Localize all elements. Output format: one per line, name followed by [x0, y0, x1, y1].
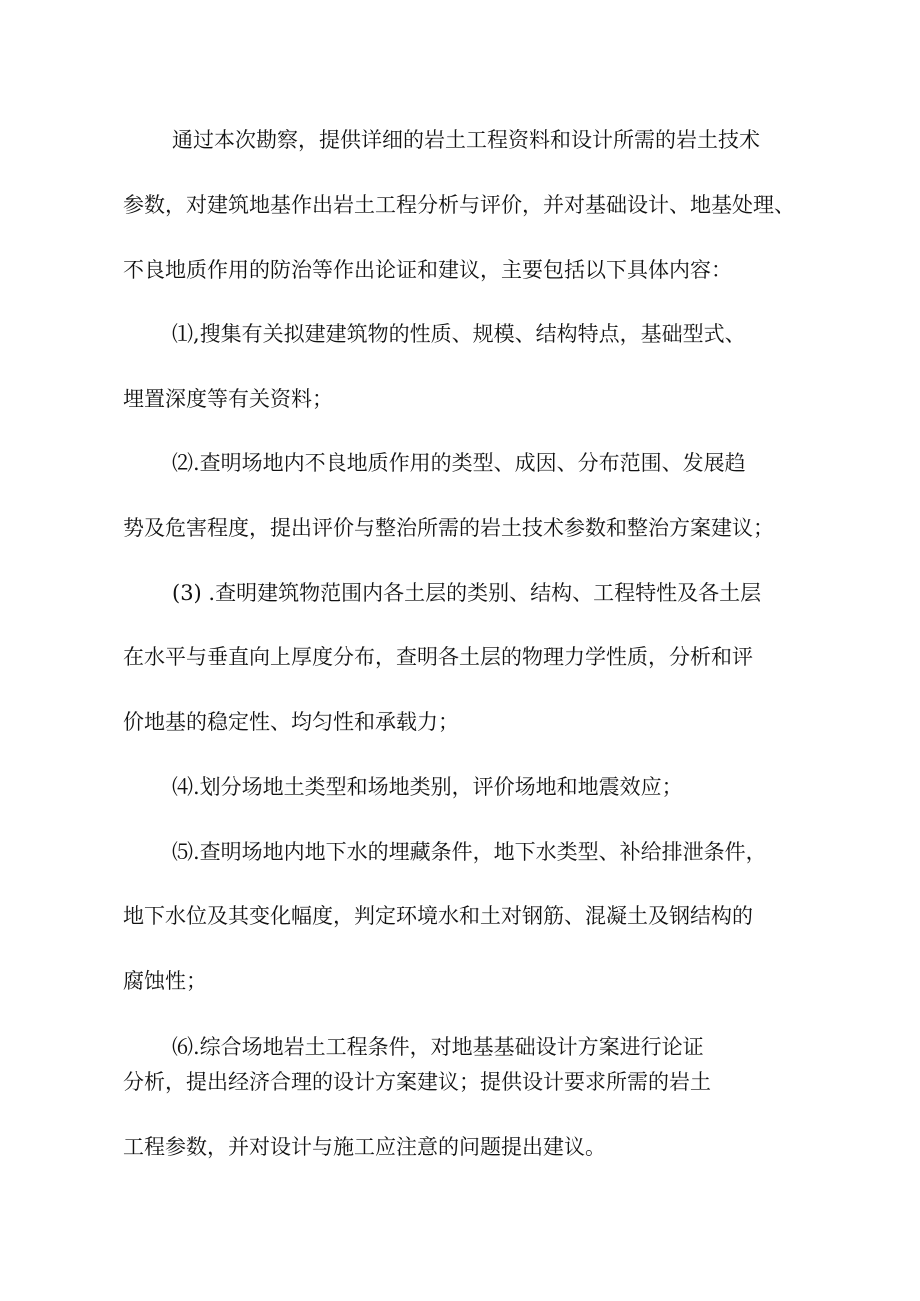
paragraph-7-line-1: ⑹.综合场地岩土工程条件，对地基基础设计方案进行论证	[172, 1035, 704, 1059]
paragraph-6-line-1: ⑸.查明场地内地下水的埋藏条件，地下水类型、补给排泄条件，	[172, 840, 767, 864]
paragraph-4-line-3: 价地基的稳定性、均匀性和承载力；	[123, 710, 459, 734]
paragraph-4-line-2: 在水平与垂直向上厚度分布，查明各土层的物理力学性质，分析和评	[123, 645, 753, 669]
paragraph-7-line-2: 分析，提出经济合理的设计方案建议；提供设计要求所需的岩土	[123, 1070, 711, 1094]
paragraph-4-line-1: (3) .查明建筑物范围内各土层的类别、结构、工程特性及各土层	[172, 581, 762, 605]
paragraph-6-line-3: 腐蚀性；	[123, 969, 207, 993]
paragraph-7-line-3: 工程参数，并对设计与施工应注意的问题提出建议。	[123, 1135, 606, 1159]
paragraph-1-line-3: 不良地质作用的防治等作出论证和建议，主要包括以下具体内容：	[123, 258, 732, 282]
paragraph-6-line-2: 地下水位及其变化幅度，判定环境水和土对钢筋、混凝土及钢结构的	[123, 904, 753, 928]
paragraph-3-line-1: ⑵.查明场地内不良地质作用的类型、成因、分布范围、发展趋	[172, 451, 746, 475]
paragraph-1-line-2: 参数，对建筑地基作出岩土工程分析与评价，并对基础设计、地基处理、	[123, 193, 795, 217]
paragraph-3-line-2: 势及危害程度，提出评价与整治所需的岩土技术参数和整治方案建议；	[123, 516, 774, 540]
paragraph-2-line-2: 埋置深度等有关资料；	[123, 387, 333, 411]
paragraph-1-line-1: 通过本次勘察，提供详细的岩土工程资料和设计所需的岩土技术	[172, 128, 760, 152]
paragraph-5-line-1: ⑷.划分场地土类型和场地类别，评价场地和地震效应；	[172, 775, 683, 799]
paragraph-2-line-1: ⑴,搜集有关拟建建筑物的性质、规模、结构特点，基础型式、	[172, 322, 746, 346]
